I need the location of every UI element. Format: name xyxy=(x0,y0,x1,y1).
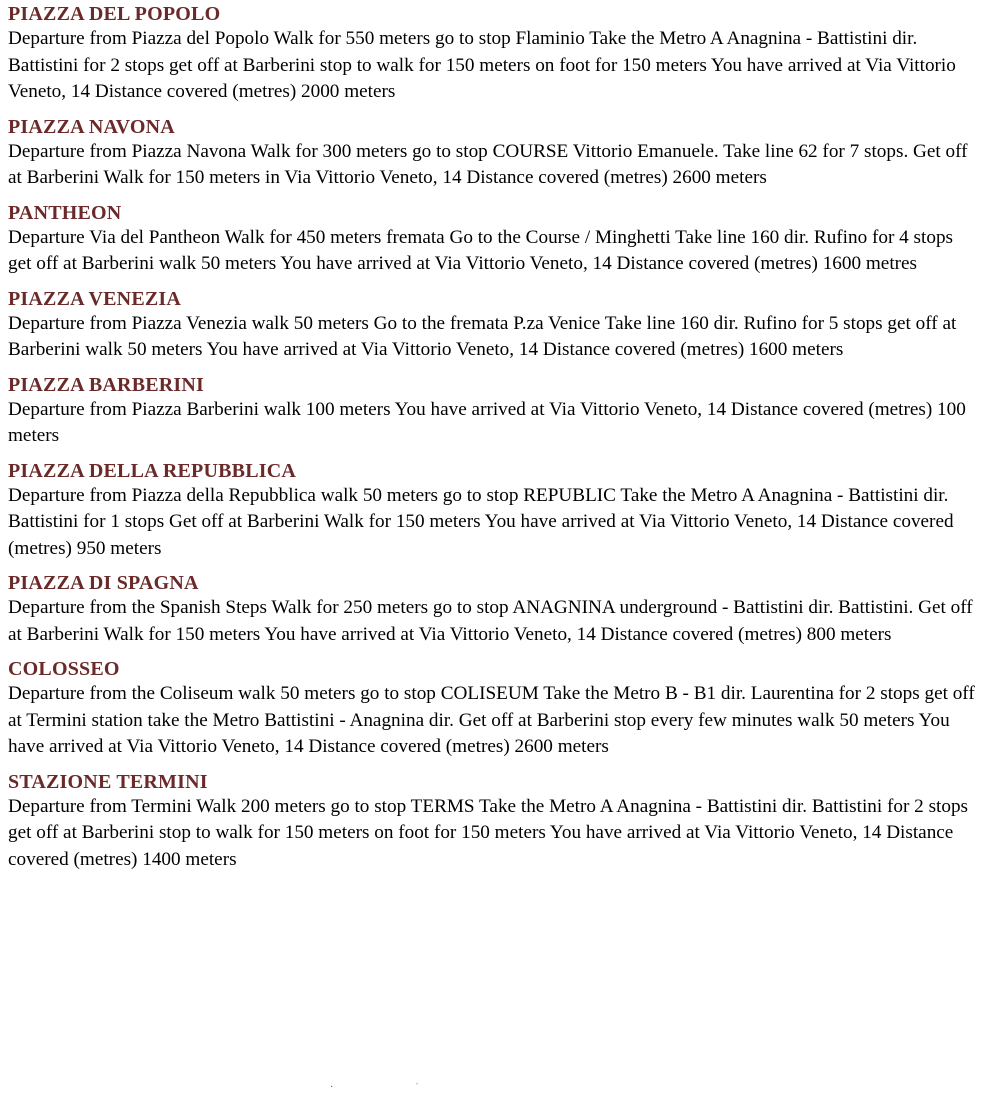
stray-mark: ˈ xyxy=(415,1082,419,1093)
entry-title: STAZIONE TERMINI xyxy=(8,770,208,793)
entry-pantheon xyxy=(8,201,976,278)
entry-piazza-venezia xyxy=(8,287,976,364)
entry-colosseo xyxy=(8,657,976,761)
entry-piazza-navona xyxy=(8,115,976,192)
entry-body: Departure from Piazza Navona Walk for 300 meters go to stop COURSE Vittorio Emanuele. Take line 62 for 7 stops. Get off at Barberini Walk for 150 meters in Via Vittorio Veneto, 14 Distance covered (metres) 2600 meters xyxy=(8,140,968,188)
entry-body: Departure from Piazza del Popolo Walk for 550 meters go to stop Flaminio Take the Metro A Anagnina - Battistini dir. Battistini for 2 stops get off at Barberini stop to walk for 150 meters on foot for 150 meters You have arrived at Via Vittorio Veneto, 14 Distance covered (metres) 2000 meters xyxy=(8,28,956,102)
entry-body: Departure from the Coliseum walk 50 meters go to stop COLISEUM Take the Metro B - B1 dir. Laurentina for 2 stops get off at Termini station take the Metro Battistini - Anagnina dir. Get off at Barberini stop every few minutes walk 50 meters You have arrived at Via Vittorio Veneto, 14 Distance covered (metres) 2600 meters xyxy=(8,683,975,757)
entry-title: PIAZZA DI SPAGNA xyxy=(8,572,199,594)
entry-body: Departure from Piazza Venezia walk 50 meters Go to the fremata P.za Venice Take line 160 dir. Rufino for 5 stops get off at Barberini walk 50 meters You have arrived at Via Vittorio Veneto, 14 Distance covered (metres) 1600 meters xyxy=(8,312,957,360)
entry-title: PANTHEON xyxy=(8,201,122,224)
entry-title: PIAZZA DEL POPOLO xyxy=(8,3,221,25)
entry-piazza-del-popolo xyxy=(8,2,976,106)
entry-body: Departure from Termini Walk 200 meters go to stop TERMS Take the Metro A Anagnina - Battistini dir. Battistini for 2 stops get off at Barberini stop to walk for 150 meters on foot for 150 meters You have arrived at Via Vittorio Veneto, 14 Distance covered (metres) 1400 meters xyxy=(8,795,969,870)
entry-body: Departure Via del Pantheon Walk for 450 meters fremata Go to the Course / Minghetti Take line 160 dir. Rufino for 4 stops get off at Barberini walk 50 meters You have arrived at Via Vittorio Veneto, 14 Distance covered (metres) 1600 metres xyxy=(8,226,954,274)
entry-title: PIAZZA NAVONA xyxy=(8,115,175,138)
entry-title: COLOSSEO xyxy=(8,658,120,680)
entry-title: PIAZZA VENEZIA xyxy=(8,287,182,310)
entry-piazza-della-repubblica xyxy=(8,459,976,563)
directions-document xyxy=(8,2,976,882)
entry-title: PIAZZA DELLA REPUBBLICA xyxy=(8,459,296,482)
entry-body: Departure from the Spanish Steps Walk for 250 meters go to stop ANAGNINA underground - Battistini dir. Battistini. Get off at Barberini Walk for 150 meters You have arrived at Via Vittorio Veneto, 14 Distance covered (metres) 800 meters xyxy=(8,597,973,645)
entry-body: Departure from Piazza Barberini walk 100 meters You have arrived at Via Vittorio Veneto, 14 Distance covered (metres) 100 meters xyxy=(8,398,966,446)
entry-piazza-barberini xyxy=(8,373,976,450)
page-bottom-marks xyxy=(330,1082,501,1093)
entry-piazza-di-spagna xyxy=(8,571,976,648)
entry-title: PIAZZA BARBERINI xyxy=(8,373,205,396)
entry-stazione-termini xyxy=(8,770,976,874)
stray-mark: · xyxy=(330,1082,334,1093)
entry-body: Departure from Piazza della Repubblica walk 50 meters go to stop REPUBLIC Take the Metro A Anagnina - Battistini dir. Battistini for 1 stops Get off at Barberini Walk for 150 meters You have arrived at Via Vittorio Veneto, 14 Distance covered (metres) 950 meters xyxy=(8,484,954,559)
